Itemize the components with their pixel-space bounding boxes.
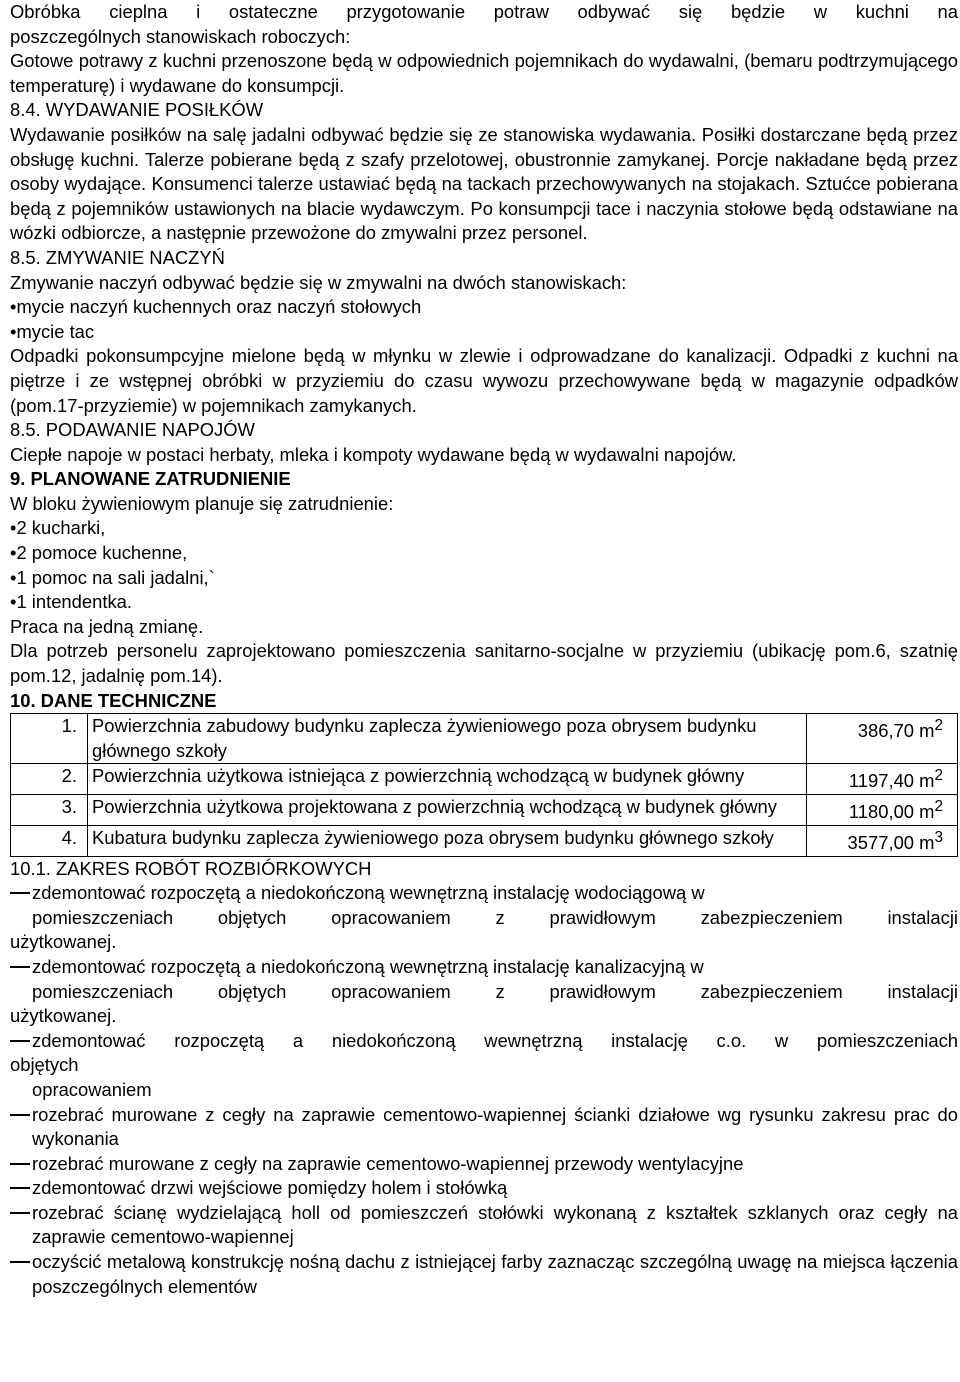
paragraph: Gotowe potrawy z kuchni przenoszone będą w odpowiednich pojemnikach do wydawalni, (bemaru podtrzymującego temperaturę) i wydawane do konsumpcji. xyxy=(10,50,958,96)
paragraph: Zmywanie naczyń odbywać będzie się w zmywalni na dwóch stanowiskach: xyxy=(10,271,627,293)
dash-marker xyxy=(10,1212,30,1214)
row-value: 1180,00 $m^2$ xyxy=(807,795,958,826)
paragraph: Ciepłe napoje w postaci herbaty, mleka i kompoty wydawane będą w wydawalni napojów. xyxy=(10,443,737,465)
section-heading-10: 10. DANE TECHNICZNE xyxy=(10,689,217,711)
row-description: Powierzchnia zabudowy budynku zaplecza żywieniowego poza obrysem budynku głównego szkoły xyxy=(88,714,807,764)
dash-marker xyxy=(10,1261,30,1263)
paragraph: użytkowanej. xyxy=(10,931,117,953)
technical-data-table xyxy=(10,713,958,856)
demolition-item: rozebrać murowane z cegły na zaprawie cementowo-wapiennej ścianki działowe wg rysunku zakresu prac do wykonania xyxy=(10,1103,958,1152)
row-number: 2. xyxy=(11,764,88,795)
table-row xyxy=(11,764,958,795)
paragraph: objętych xyxy=(10,1054,79,1076)
demolition-item: zdemontować rozpoczętą a niedokończoną wewnętrzną instalację c.o. w pomieszczeniach xyxy=(10,1029,958,1054)
dash-marker xyxy=(10,1040,30,1042)
paragraph: W bloku żywieniowym planuje się zatrudnienie: xyxy=(10,492,394,514)
dash-marker xyxy=(10,1163,30,1165)
document-page xyxy=(10,0,958,1299)
section-heading-8-5: 8.5. ZMYWANIE NACZYŃ xyxy=(10,246,225,268)
bullet-item: •2 kucharki, xyxy=(10,517,106,539)
demolition-item: rozebrać ścianę wydzielającą holl od pomieszczeń stołówki wykonaną z kształtek szklanych oraz cegły na zaprawie cementowo-wapiennej xyxy=(10,1201,958,1250)
bullet-item: •mycie naczyń kuchennych oraz naczyń stołowych xyxy=(10,296,422,318)
table-row xyxy=(11,795,958,826)
demolition-item: zdemontować drzwi wejściowe pomiędzy holem i stołówką xyxy=(10,1176,958,1201)
bullet-item: •1 pomoc na sali jadalni,` xyxy=(10,566,215,588)
paragraph: poszczególnych stanowiskach roboczych: xyxy=(10,25,351,47)
demolition-item: zdemontować rozpoczętą a niedokończoną wewnętrzną instalację kanalizacyjną w pomieszczeniach objętych opracowaniem z prawidłowym zabezpieczeniem instalacji xyxy=(10,955,958,1004)
row-description: Powierzchnia użytkowa istniejąca z powierzchnią wchodzącą w budynek główny xyxy=(88,764,807,795)
table-row xyxy=(11,714,958,764)
paragraph: Wydawanie posiłków na salę jadalni odbywać będzie się ze stanowiska wydawania. Posiłki dostarczane będą przez obsługę kuchni. Talerze pobierane będą z szafy przelotowej, obustronnie zamykanej. Porcje nakładane będą przez osoby wydające. Konsumenci talerze ustawiać będą na tackach przechowywanych na stojakach. Sztućce pobierana będą z pojemników ustawionych na blacie wydawczym. Po konsumpcji tace i naczynia stołowe będą odstawiane na wózki odbiorcze, a następnie przewożone do zmywalni przez personel. xyxy=(10,123,958,244)
row-number: 1. xyxy=(11,714,88,764)
paragraph: Odpadki pokonsumpcyjne mielone będą w młynku w zlewie i odprowadzane do kanalizacji. Odpadki z kuchni na piętrze i ze wstępnej obróbki w przyziemiu do czasu wywozu przechowywane będą w magazynie odpadków (pom.17-przyziemie) w pojemnikach zamykanych. xyxy=(10,345,958,416)
section-heading-8-4: 8.4. WYDAWANIE POSIŁKÓW xyxy=(10,99,264,121)
paragraph: użytkowanej. xyxy=(10,1005,117,1027)
row-value: 1197,40 $m^2$ xyxy=(807,764,958,795)
row-number: 4. xyxy=(11,825,88,856)
paragraph: Dla potrzeb personelu zaprojektowano pomieszczenia sanitarno-socjalne w przyziemiu (ubikację pom.6, szatnię pom.12, jadalnię pom.14). xyxy=(10,640,958,687)
demolition-item: rozebrać murowane z cegły na zaprawie cementowo-wapiennej przewody wentylacyjne xyxy=(10,1152,958,1177)
bullet-item: •2 pomoce kuchenne, xyxy=(10,542,188,564)
row-description: Powierzchnia użytkowa projektowana z powierzchnią wchodzącą w budynek główny xyxy=(88,795,807,826)
paragraph: opracowaniem xyxy=(32,1078,152,1100)
table-row xyxy=(11,825,958,856)
section-heading-9: 9. PLANOWANE ZATRUDNIENIE xyxy=(10,468,291,490)
dash-marker xyxy=(10,1114,30,1116)
row-description: Kubatura budynku zaplecza żywieniowego poza obrysem budynku głównego szkoły xyxy=(88,825,807,856)
demolition-item: zdemontować rozpoczętą a niedokończoną wewnętrzną instalację wodociągową w pomieszczeniach objętych opracowaniem z prawidłowym zabezpieczeniem instalacji xyxy=(10,881,958,930)
row-value: 386,70 $m^2$ xyxy=(807,714,958,764)
paragraph: Praca na jedną zmianę. xyxy=(10,615,204,637)
dash-marker xyxy=(10,892,30,894)
paragraph: Obróbka cieplna i ostateczne przygotowanie potraw odbywać się będzie w kuchni na xyxy=(10,1,958,22)
section-heading-8-5b: 8.5. PODAWANIE NAPOJÓW xyxy=(10,419,255,441)
bullet-item: •mycie tac xyxy=(10,320,95,342)
bullet-item: •1 intendentka. xyxy=(10,591,132,613)
row-value: 3577,00 $m^3$ xyxy=(807,825,958,856)
demolition-item: oczyścić metalową konstrukcję nośną dachu z istniejącej farby zaznacząc szczególną uwagę na miejsca łączenia poszczególnych elementów xyxy=(10,1250,958,1299)
dash-marker xyxy=(10,1187,30,1189)
row-number: 3. xyxy=(11,795,88,826)
dash-marker xyxy=(10,966,30,968)
section-heading-10-1: 10.1. ZAKRES ROBÓT ROZBIÓRKOWYCH xyxy=(10,857,372,879)
